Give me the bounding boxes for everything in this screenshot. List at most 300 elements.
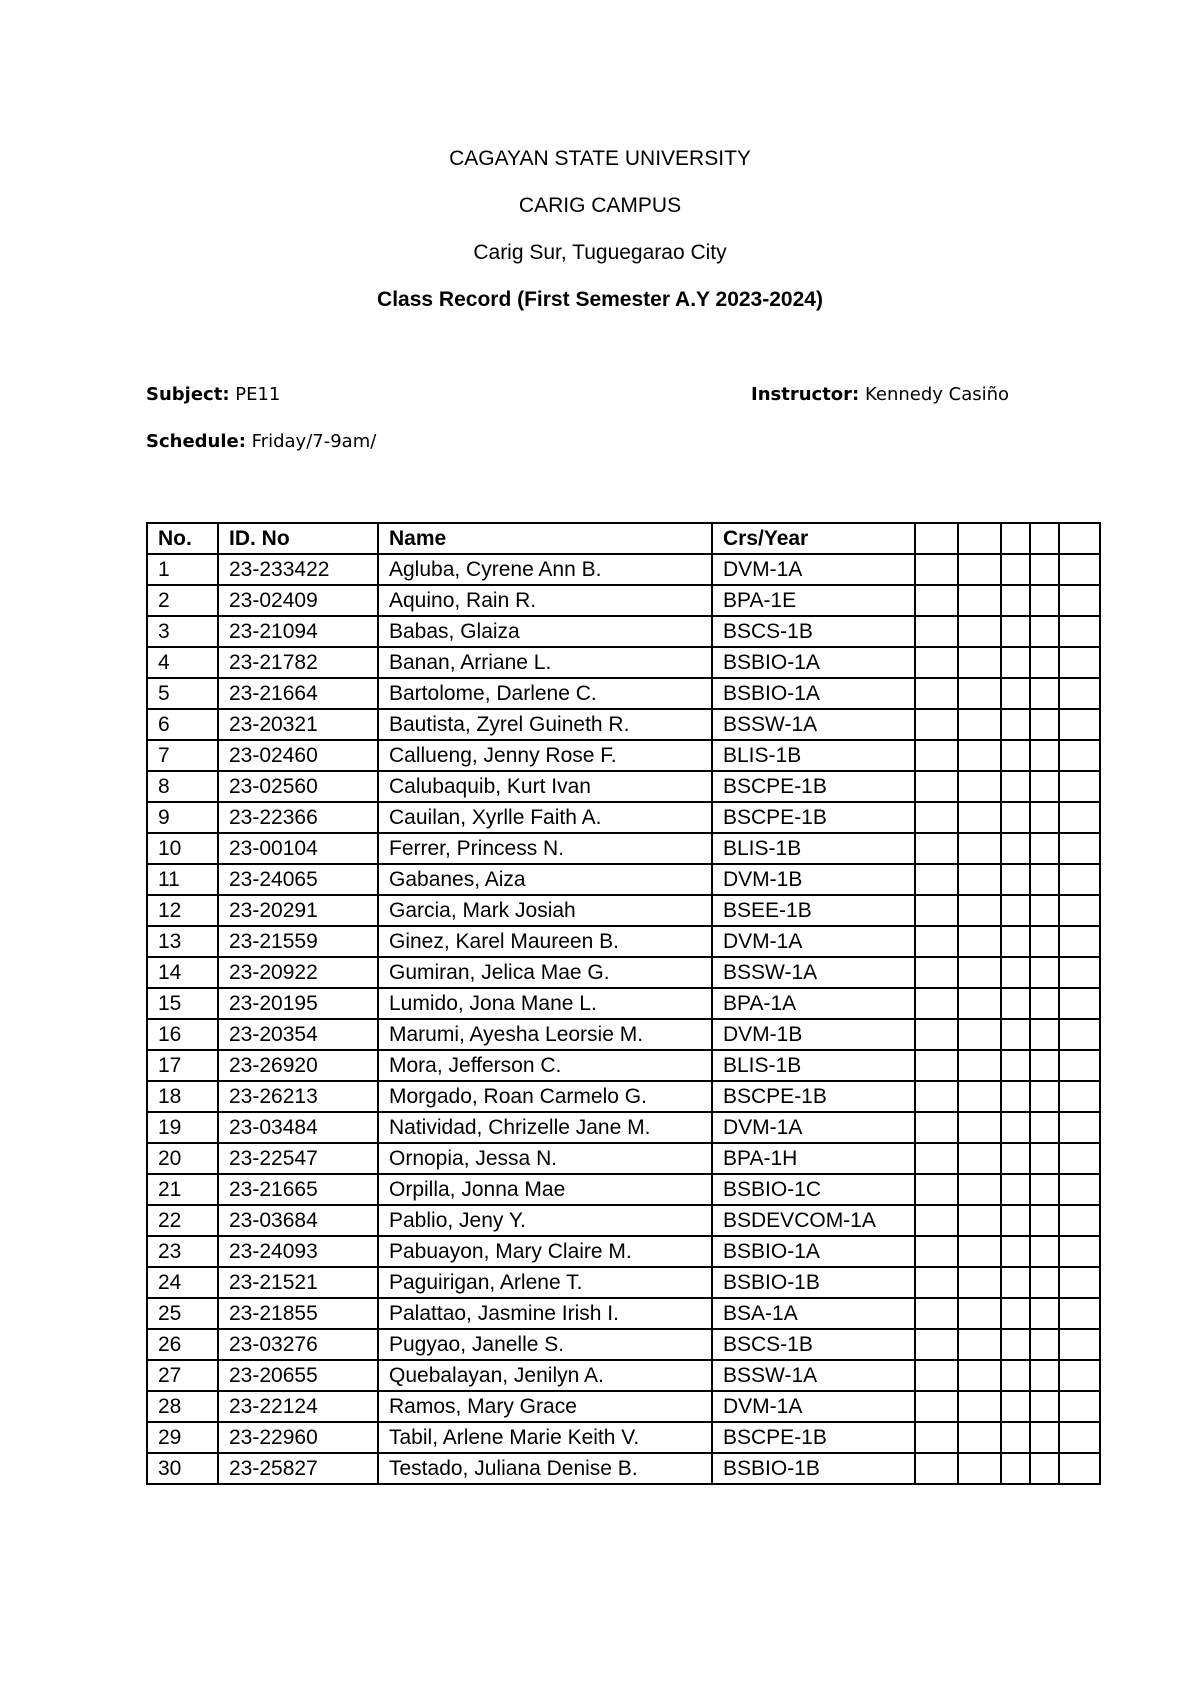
cell-blank [1030,1174,1059,1205]
cell-course-year: DVM-1B [712,1019,915,1050]
cell-blank [915,895,958,926]
cell-blank [915,585,958,616]
cell-blank [1059,678,1100,709]
column-header-blank [1059,523,1100,554]
cell-course-year: BSCS-1B [712,1329,915,1360]
cell-blank [1059,1360,1100,1391]
cell-id-number: 23-21782 [218,647,378,678]
cell-no: 7 [147,740,218,771]
cell-blank [1059,1236,1100,1267]
cell-no: 26 [147,1329,218,1360]
cell-blank [915,1019,958,1050]
cell-course-year: BPA-1H [712,1143,915,1174]
cell-no: 27 [147,1360,218,1391]
table-row [147,1205,1100,1236]
cell-student-name: Gabanes, Aiza [378,864,712,895]
cell-blank [915,647,958,678]
cell-course-year: DVM-1A [712,554,915,585]
campus-name: CARIG CAMPUS [518,194,682,217]
cell-no: 3 [147,616,218,647]
cell-course-year: BSBIO-1A [712,1236,915,1267]
cell-blank [1059,740,1100,771]
cell-no: 18 [147,1081,218,1112]
cell-id-number: 23-20195 [218,988,378,1019]
cell-blank [1001,1205,1030,1236]
column-header-course-year: Crs/Year [712,523,915,554]
cell-blank [1030,1360,1059,1391]
cell-blank [1030,771,1059,802]
cell-blank [1030,1019,1059,1050]
table-row [147,585,1100,616]
table-row [147,709,1100,740]
table-row [147,1050,1100,1081]
cell-blank [1001,771,1030,802]
cell-blank [915,802,958,833]
cell-course-year: BSSW-1A [712,957,915,988]
cell-blank [1030,1329,1059,1360]
cell-blank [958,1422,1001,1453]
table-row [147,1391,1100,1422]
cell-blank [1001,895,1030,926]
table-row [147,554,1100,585]
subject-label: Subject: [146,384,230,405]
table-row [147,1267,1100,1298]
table-row [147,1453,1100,1484]
cell-blank [1001,957,1030,988]
cell-blank [958,1019,1001,1050]
cell-blank [1059,709,1100,740]
cell-blank [1059,802,1100,833]
column-header-blank [1001,523,1030,554]
cell-no: 19 [147,1112,218,1143]
cell-id-number: 23-20321 [218,709,378,740]
cell-blank [1001,1298,1030,1329]
cell-blank [1059,957,1100,988]
cell-id-number: 23-03276 [218,1329,378,1360]
schedule-label: Schedule: [146,431,246,452]
table-row [147,678,1100,709]
cell-student-name: Mora, Jefferson C. [378,1050,712,1081]
cell-blank [1001,1267,1030,1298]
cell-blank [958,1081,1001,1112]
cell-id-number: 23-02409 [218,585,378,616]
cell-student-name: Bautista, Zyrel Guineth R. [378,709,712,740]
table-row [147,740,1100,771]
cell-blank [1059,1112,1100,1143]
cell-student-name: Ginez, Karel Maureen B. [378,926,712,957]
cell-blank [915,864,958,895]
cell-blank [1030,802,1059,833]
cell-course-year: DVM-1A [712,1112,915,1143]
table-row [147,616,1100,647]
cell-blank [1059,771,1100,802]
cell-student-name: Natividad, Chrizelle Jane M. [378,1112,712,1143]
cell-blank [915,1236,958,1267]
cell-blank [915,1422,958,1453]
cell-blank [1030,585,1059,616]
cell-blank [915,1329,958,1360]
table-row [147,802,1100,833]
cell-blank [915,957,958,988]
cell-blank [915,554,958,585]
cell-blank [958,1453,1001,1484]
cell-blank [958,1360,1001,1391]
cell-blank [1059,1329,1100,1360]
cell-course-year: BSCPE-1B [712,802,915,833]
cell-course-year: BPA-1A [712,988,915,1019]
cell-no: 13 [147,926,218,957]
cell-blank [1030,647,1059,678]
schedule-line [146,431,376,452]
cell-blank [1001,1329,1030,1360]
cell-course-year: BLIS-1B [712,833,915,864]
cell-no: 15 [147,988,218,1019]
cell-blank [958,1236,1001,1267]
cell-no: 2 [147,585,218,616]
cell-blank [915,709,958,740]
cell-no: 5 [147,678,218,709]
cell-no: 21 [147,1174,218,1205]
cell-blank [915,771,958,802]
cell-blank [915,1143,958,1174]
cell-blank [1001,1050,1030,1081]
cell-student-name: Quebalayan, Jenilyn A. [378,1360,712,1391]
cell-blank [915,1298,958,1329]
table-row [147,1112,1100,1143]
campus-address: Carig Sur, Tuguegarao City [473,241,727,264]
cell-no: 28 [147,1391,218,1422]
cell-id-number: 23-22960 [218,1422,378,1453]
cell-blank [1001,1360,1030,1391]
cell-course-year: BSBIO-1B [712,1453,915,1484]
cell-id-number: 23-20291 [218,895,378,926]
cell-student-name: Cauilan, Xyrlle Faith A. [378,802,712,833]
cell-blank [1030,988,1059,1019]
cell-blank [1059,1391,1100,1422]
cell-blank [958,616,1001,647]
cell-student-name: Agluba, Cyrene Ann B. [378,554,712,585]
cell-course-year: BSCS-1B [712,616,915,647]
cell-id-number: 23-233422 [218,554,378,585]
table-row [147,957,1100,988]
cell-no: 30 [147,1453,218,1484]
cell-blank [1030,1112,1059,1143]
cell-blank [1001,585,1030,616]
cell-student-name: Calubaquib, Kurt Ivan [378,771,712,802]
cell-blank [958,957,1001,988]
cell-blank [958,554,1001,585]
cell-blank [958,1391,1001,1422]
cell-blank [1030,1267,1059,1298]
cell-course-year: BSEE-1B [712,895,915,926]
cell-no: 16 [147,1019,218,1050]
column-header-blank [915,523,958,554]
table-row [147,1236,1100,1267]
cell-blank [1001,678,1030,709]
cell-id-number: 23-24093 [218,1236,378,1267]
cell-course-year: BSCPE-1B [712,1081,915,1112]
cell-blank [958,1112,1001,1143]
subject-line [146,384,280,405]
cell-no: 11 [147,864,218,895]
cell-blank [1059,988,1100,1019]
cell-blank [1030,833,1059,864]
cell-blank [915,678,958,709]
cell-blank [958,1329,1001,1360]
cell-student-name: Testado, Juliana Denise B. [378,1453,712,1484]
table-row [147,1143,1100,1174]
cell-blank [958,895,1001,926]
cell-no: 6 [147,709,218,740]
cell-blank [1001,988,1030,1019]
cell-id-number: 23-03484 [218,1112,378,1143]
cell-student-name: Callueng, Jenny Rose F. [378,740,712,771]
cell-blank [1001,926,1030,957]
cell-student-name: Gumiran, Jelica Mae G. [378,957,712,988]
cell-blank [915,1174,958,1205]
cell-blank [1030,1391,1059,1422]
cell-no: 24 [147,1267,218,1298]
cell-blank [958,988,1001,1019]
cell-blank [1059,647,1100,678]
column-header-name: Name [378,523,712,554]
table-row [147,1298,1100,1329]
cell-blank [1059,833,1100,864]
cell-id-number: 23-21559 [218,926,378,957]
cell-id-number: 23-22124 [218,1391,378,1422]
cell-blank [1030,1298,1059,1329]
cell-course-year: BPA-1E [712,585,915,616]
cell-blank [958,1143,1001,1174]
subject-value: PE11 [229,384,281,405]
cell-blank [958,1298,1001,1329]
cell-blank [1059,1019,1100,1050]
cell-student-name: Garcia, Mark Josiah [378,895,712,926]
cell-blank [915,926,958,957]
cell-blank [1001,740,1030,771]
cell-blank [1001,802,1030,833]
cell-student-name: Pabuayon, Mary Claire M. [378,1236,712,1267]
cell-blank [1001,833,1030,864]
record-title: Class Record (First Semester A.Y 2023-2024) [377,288,823,311]
cell-blank [958,864,1001,895]
cell-blank [1030,1050,1059,1081]
cell-blank [1059,1205,1100,1236]
cell-blank [1030,1205,1059,1236]
cell-student-name: Marumi, Ayesha Leorsie M. [378,1019,712,1050]
cell-blank [1001,1453,1030,1484]
cell-no: 14 [147,957,218,988]
cell-blank [1030,926,1059,957]
cell-id-number: 23-21664 [218,678,378,709]
cell-blank [958,585,1001,616]
cell-student-name: Tabil, Arlene Marie Keith V. [378,1422,712,1453]
cell-id-number: 23-21855 [218,1298,378,1329]
table-row [147,864,1100,895]
cell-blank [958,740,1001,771]
cell-blank [1001,1081,1030,1112]
cell-blank [1030,616,1059,647]
cell-id-number: 23-20922 [218,957,378,988]
cell-blank [1001,616,1030,647]
cell-blank [1059,1267,1100,1298]
instructor-value: Kennedy Casiño [859,384,1010,405]
cell-blank [1059,1143,1100,1174]
cell-student-name: Pugyao, Janelle S. [378,1329,712,1360]
cell-blank [915,1267,958,1298]
cell-blank [1030,1081,1059,1112]
cell-no: 22 [147,1205,218,1236]
cell-id-number: 23-20655 [218,1360,378,1391]
cell-course-year: BLIS-1B [712,740,915,771]
cell-no: 29 [147,1422,218,1453]
cell-blank [1001,1422,1030,1453]
table-row [147,926,1100,957]
cell-blank [1001,1236,1030,1267]
cell-blank [1001,554,1030,585]
cell-student-name: Banan, Arriane L. [378,647,712,678]
cell-student-name: Morgado, Roan Carmelo G. [378,1081,712,1112]
table-row [147,1019,1100,1050]
table-row [147,1360,1100,1391]
table-row [147,895,1100,926]
cell-blank [1059,1174,1100,1205]
cell-blank [915,740,958,771]
cell-blank [958,709,1001,740]
table-row [147,1174,1100,1205]
cell-blank [1059,585,1100,616]
cell-id-number: 23-26213 [218,1081,378,1112]
cell-no: 17 [147,1050,218,1081]
cell-blank [1030,957,1059,988]
cell-course-year: DVM-1A [712,926,915,957]
cell-id-number: 23-25827 [218,1453,378,1484]
cell-id-number: 23-20354 [218,1019,378,1050]
cell-course-year: BSCPE-1B [712,771,915,802]
cell-blank [1001,709,1030,740]
cell-blank [1059,616,1100,647]
cell-no: 9 [147,802,218,833]
cell-blank [1030,864,1059,895]
cell-student-name: Orpilla, Jonna Mae [378,1174,712,1205]
table-header-row [147,523,1100,554]
cell-blank [958,833,1001,864]
cell-course-year: BSBIO-1B [712,1267,915,1298]
cell-student-name: Lumido, Jona Mane L. [378,988,712,1019]
cell-blank [958,802,1001,833]
cell-blank [958,1267,1001,1298]
cell-id-number: 23-03684 [218,1205,378,1236]
cell-no: 4 [147,647,218,678]
cell-blank [915,1453,958,1484]
table-row [147,1329,1100,1360]
cell-blank [1001,1143,1030,1174]
cell-id-number: 23-21094 [218,616,378,647]
cell-student-name: Babas, Glaiza [378,616,712,647]
cell-id-number: 23-22547 [218,1143,378,1174]
cell-course-year: BSSW-1A [712,1360,915,1391]
cell-blank [1030,740,1059,771]
cell-student-name: Ornopia, Jessa N. [378,1143,712,1174]
table-row [147,647,1100,678]
cell-course-year: BSCPE-1B [712,1422,915,1453]
cell-blank [1030,709,1059,740]
cell-course-year: BSBIO-1A [712,678,915,709]
cell-blank [1059,1422,1100,1453]
cell-no: 10 [147,833,218,864]
cell-id-number: 23-02560 [218,771,378,802]
cell-blank [1059,1081,1100,1112]
cell-blank [1030,1453,1059,1484]
table-row [147,771,1100,802]
cell-blank [1001,1391,1030,1422]
cell-blank [1030,1236,1059,1267]
cell-blank [1001,1112,1030,1143]
cell-blank [958,647,1001,678]
cell-blank [1059,864,1100,895]
cell-student-name: Paguirigan, Arlene T. [378,1267,712,1298]
cell-blank [915,1050,958,1081]
cell-blank [958,1174,1001,1205]
cell-blank [1059,1453,1100,1484]
instructor-label: Instructor: [751,384,860,405]
cell-blank [1030,554,1059,585]
cell-blank [958,926,1001,957]
cell-blank [1030,1143,1059,1174]
cell-student-name: Bartolome, Darlene C. [378,678,712,709]
cell-blank [915,1360,958,1391]
cell-blank [958,678,1001,709]
cell-blank [958,1050,1001,1081]
cell-student-name: Ramos, Mary Grace [378,1391,712,1422]
cell-blank [1030,895,1059,926]
cell-no: 20 [147,1143,218,1174]
cell-blank [1030,678,1059,709]
class-record-table [146,522,1101,1485]
cell-blank [1001,1174,1030,1205]
table-row [147,1081,1100,1112]
cell-student-name: Pablio, Jeny Y. [378,1205,712,1236]
cell-no: 12 [147,895,218,926]
cell-blank [915,1112,958,1143]
cell-blank [1059,1050,1100,1081]
table-body [147,554,1100,1484]
column-header-blank [958,523,1001,554]
cell-blank [958,1205,1001,1236]
cell-no: 25 [147,1298,218,1329]
cell-course-year: BSDEVCOM-1A [712,1205,915,1236]
column-header-id: ID. No [218,523,378,554]
cell-blank [915,1081,958,1112]
cell-course-year: BSBIO-1C [712,1174,915,1205]
cell-blank [1001,864,1030,895]
cell-course-year: BSA-1A [712,1298,915,1329]
cell-course-year: BLIS-1B [712,1050,915,1081]
cell-blank [915,1391,958,1422]
cell-course-year: BSSW-1A [712,709,915,740]
cell-id-number: 23-21665 [218,1174,378,1205]
cell-blank [958,771,1001,802]
university-name: CAGAYAN STATE UNIVERSITY [449,147,751,170]
column-header-blank [1030,523,1059,554]
cell-id-number: 23-24065 [218,864,378,895]
cell-blank [1059,895,1100,926]
table-row [147,833,1100,864]
cell-id-number: 23-21521 [218,1267,378,1298]
cell-id-number: 23-26920 [218,1050,378,1081]
cell-blank [915,616,958,647]
cell-id-number: 23-02460 [218,740,378,771]
